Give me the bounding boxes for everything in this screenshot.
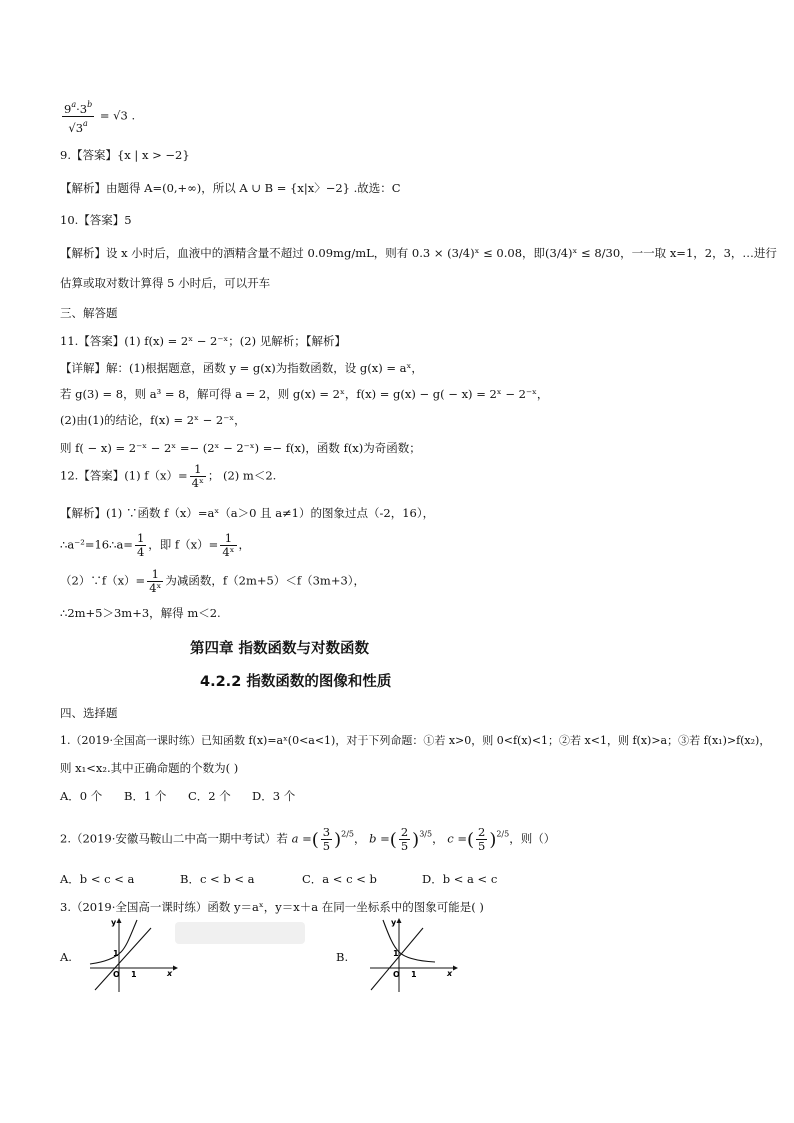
p2-option-c[interactable]: C．a < c < b: [302, 872, 377, 886]
p1-option-c[interactable]: C．2 个: [188, 789, 231, 803]
formula-fraction: $\frac{9^a\cdot 3^b}{√3^a}$: [64, 100, 93, 135]
one-label-x: 1: [411, 970, 417, 979]
q10-analysis-line1: 【解析】设 x 小时后，血液中的酒精含量不超过 0.09mg/mL，则有 0.3 × (3/4)ˣ ≤ 0.08，即(3/4)ˣ ≤ 8/30，一一取 x=1，2，3，…进行: [60, 246, 777, 260]
p3-option-b-label[interactable]: B.: [336, 950, 349, 964]
q9-analysis: 【解析】由题得 A=(0,+∞)，所以 A ∪ B = {x|x〉−2} .故选：C: [60, 181, 401, 195]
p1-option-d[interactable]: D．3 个: [252, 789, 296, 803]
q11-line4: 则 f( − x) = 2⁻ˣ − 2ˣ =− (2ˣ − 2⁻ˣ) =− f(x)，函数 f(x)为奇函数；: [60, 441, 421, 455]
q12-analysis-line1: 【解析】(1) ∵函数 f（x）=aˣ（a＞0 且 a≠1）的图象过点（-2，16），: [60, 506, 435, 520]
linear-line: [95, 928, 151, 990]
q11-line1: 【详解】解：(1)根据题意，函数 y = g(x)为指数函数，设 g(x) = aˣ，: [60, 361, 423, 375]
x-axis-arrow: [173, 966, 178, 971]
x-label: x: [447, 969, 453, 978]
q12-analysis-line3: （2）∵f（x）= $\frac{1}{\text{4ˣ}}$ 为减函数，f（2m+5）＜f（3m+3），: [60, 567, 366, 595]
y-axis-arrow: [117, 918, 122, 923]
p3-graph-b[interactable]: [365, 916, 460, 996]
x-axis-arrow: [453, 966, 458, 971]
p1-option-b[interactable]: B．1 个: [124, 789, 167, 803]
section-3-heading: 三、解答题: [60, 306, 118, 320]
p3-option-a-label[interactable]: A.: [60, 950, 72, 964]
q10-answer: 10.【答案】5: [60, 213, 132, 227]
origin-label: O: [393, 970, 400, 979]
problem-1-options: [60, 788, 295, 804]
one-label-y: 1: [113, 949, 119, 958]
q11-line3: (2)由(1)的结论，f(x) = 2ˣ − 2⁻ˣ，: [60, 413, 246, 427]
problem-2-line: 2.（2019·安徽马鞍山二中高一期中考试）若 a =( $\frac{3}{5}$ )$^{2/5}$， b =( $\frac{2}{5}$ )$^{3/5}$， c =( $\frac{2}{5}$ )$^{2/5}$，则（）: [60, 825, 556, 853]
q12-analysis-line4: ∴2m+5＞3m+3，解得 m＜2.: [60, 606, 221, 620]
one-label-y: 1: [393, 949, 399, 958]
q12-analysis-line2: ∴a⁻²=16∴a= $\frac{1}{4}$ ，即 f（x）= $\frac{1}{\text{4ˣ}}$ ，: [60, 531, 251, 559]
q11-answer: 11.【答案】(1) f(x) = 2ˣ − 2⁻ˣ；(2) 见解析；【解析】: [60, 334, 346, 348]
p1-option-a[interactable]: A．0 个: [60, 789, 103, 803]
y-label: y: [391, 918, 397, 927]
problem-3-line: 3.（2019·全国高一课时练）函数 y＝aˣ，y＝x＋a 在同一坐标系中的图象可能是( ): [60, 900, 484, 914]
origin-label: O: [113, 970, 120, 979]
p2-option-d[interactable]: D．b < a < c: [422, 872, 498, 886]
chapter-title: 第四章 指数函数与对数函数: [190, 641, 370, 657]
watermark: [175, 920, 305, 946]
q11-line2: 若 g(3) = 8，则 a³ = 8，解可得 a = 2，则 g(x) = 2ˣ，f(x) = g(x) − g( − x) = 2ˣ − 2⁻ˣ，: [60, 387, 549, 401]
x-label: x: [167, 969, 173, 978]
one-label-x: 1: [131, 970, 137, 979]
p2-option-b[interactable]: B．c < b < a: [180, 872, 255, 886]
p3-graph-a[interactable]: [85, 916, 180, 996]
q10-analysis-line2: 估算或取对数计算得 5 小时后，可以开车: [60, 276, 271, 290]
problem-1-line1: 1.（2019·全国高一课时练）已知函数 f(x)=aˣ(0<a<1)，对于下列命题：①若 x>0，则 0<f(x)<1；②若 x<1，则 f(x)>a；③若 f(x₁)>f(x₂)，: [60, 734, 771, 747]
problem-2-options: [60, 871, 497, 887]
problem-1-line2: 则 x₁<x₂.其中正确命题的个数为( ): [60, 761, 239, 775]
section-4-heading: 四、选择题: [60, 706, 118, 720]
q9-answer: 9.【答案】{x | x > −2}: [60, 148, 190, 162]
top-formula: $\frac{9^a\cdot 3^b}{√3^a}$ = √3 .: [64, 100, 136, 135]
section-title: 4.2.2 指数函数的图像和性质: [200, 674, 392, 690]
y-axis-arrow: [397, 918, 402, 923]
p2-option-a[interactable]: A．b < c < a: [60, 872, 135, 886]
q12-answer: 12.【答案】(1) f（x）= $\frac{1}{\text{4ˣ}}$ ； (2) m＜2.: [60, 462, 277, 490]
y-label: y: [111, 918, 117, 927]
